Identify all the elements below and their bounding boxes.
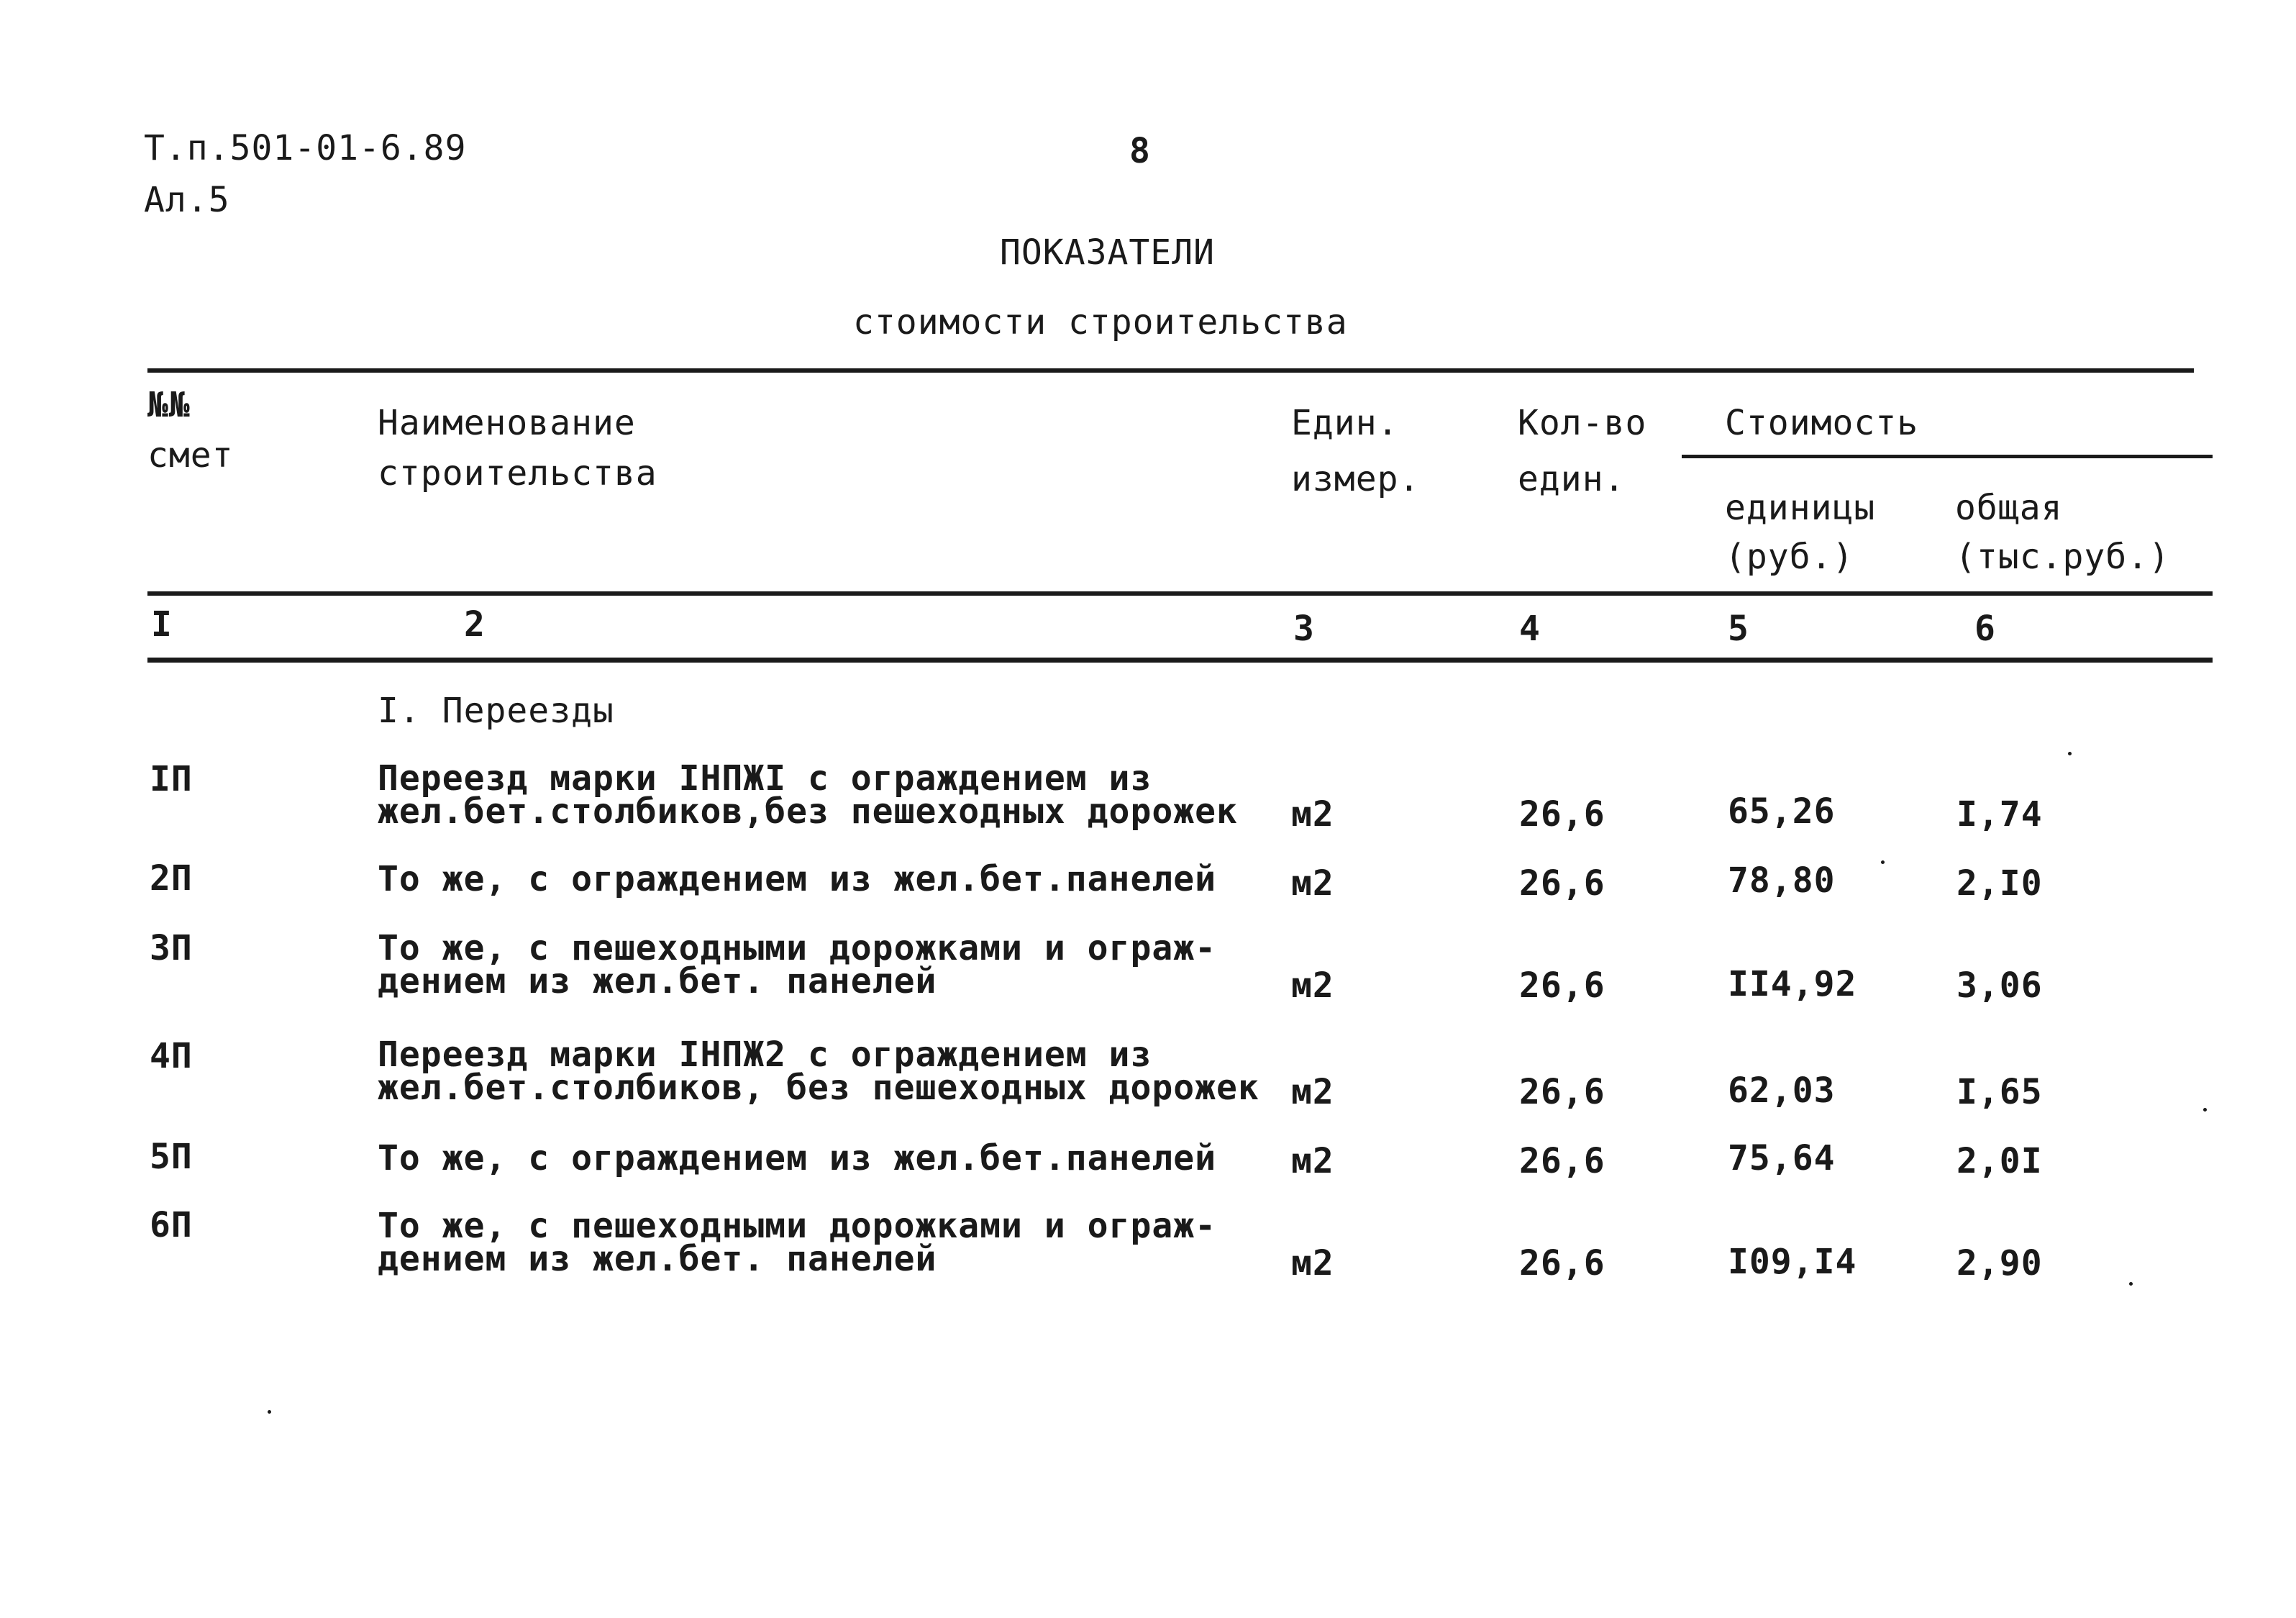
page-subtitle: стоимости строительства — [853, 302, 1348, 342]
column-number-4: 4 — [1519, 609, 1541, 649]
table-top-rule — [147, 368, 2194, 373]
row-number: 4П — [150, 1036, 193, 1076]
row-number: 5П — [150, 1137, 193, 1177]
scan-speck — [2203, 1108, 2207, 1112]
row-quantity: 26,6 — [1519, 1072, 1605, 1112]
row-name-line1: Переезд марки IНПЖ2 с ограждением из — [378, 1035, 1152, 1075]
column-number-3: 3 — [1293, 609, 1315, 649]
row-quantity: 26,6 — [1519, 863, 1605, 904]
row-number: IП — [150, 759, 193, 799]
row-unit: м2 — [1291, 863, 1334, 904]
row-unit: м2 — [1291, 794, 1334, 835]
row-number: 2П — [150, 858, 193, 899]
header-col1-line2: смет — [147, 435, 234, 476]
header-col5-line2: (руб.) — [1725, 537, 1854, 577]
row-name-line1: То же, с ограждением из жел.бет.панелей — [378, 1138, 1217, 1178]
row-total-cost: 2,I0 — [1956, 863, 2043, 904]
row-name-line1: То же, с пешеходными дорожками и ограж- — [378, 1206, 1217, 1246]
row-unit: м2 — [1291, 1243, 1334, 1283]
row-quantity: 26,6 — [1519, 965, 1605, 1006]
row-quantity: 26,6 — [1519, 794, 1605, 835]
column-number-6: 6 — [1974, 609, 1996, 649]
row-unit-cost: I09,I4 — [1728, 1242, 1857, 1282]
header-col1-line1: №№ — [147, 385, 191, 425]
header-col2-line1: Наименование — [378, 403, 636, 443]
row-number: 3П — [150, 928, 193, 968]
row-unit: м2 — [1291, 1141, 1334, 1181]
row-unit-cost: 62,03 — [1728, 1071, 1836, 1111]
row-name-line1: То же, с пешеходными дорожками и ограж- — [378, 928, 1217, 968]
row-total-cost: 3,06 — [1956, 965, 2043, 1006]
header-col3-line1: Един. — [1291, 403, 1399, 443]
header-col5-line1: единицы — [1725, 488, 1876, 528]
header-col6-line1: общая — [1955, 488, 2063, 528]
row-quantity: 26,6 — [1519, 1141, 1605, 1181]
page-number: 8 — [1129, 131, 1151, 171]
scan-speck — [2068, 752, 2072, 755]
column-numbers-rule — [147, 658, 2213, 663]
column-number-2: 2 — [464, 604, 486, 645]
row-total-cost: I,74 — [1956, 794, 2043, 835]
row-name-line2: дением из жел.бет. панелей — [378, 1239, 937, 1279]
header-col4-line1: Кол-во — [1518, 403, 1647, 443]
page-title: ПОКАЗАТЕЛИ — [1000, 232, 1215, 273]
row-quantity: 26,6 — [1519, 1243, 1605, 1283]
header-col6-line2: (тыс.руб.) — [1955, 537, 2170, 577]
document-code: Т.п.501-01-6.89 — [144, 128, 467, 168]
row-name-line1: То же, с ограждением из жел.бет.панелей — [378, 859, 1217, 899]
row-unit: м2 — [1291, 965, 1334, 1006]
header-bottom-rule — [147, 591, 2213, 596]
row-name-line2: жел.бет.столбиков, без пешеходных дорожек — [378, 1068, 1259, 1108]
header-col2-line2: строительства — [378, 453, 657, 494]
row-unit-cost: 75,64 — [1728, 1138, 1836, 1178]
row-number: 6П — [150, 1205, 193, 1245]
section-title: I. Переезды — [378, 691, 614, 731]
row-unit-cost: 65,26 — [1728, 791, 1836, 832]
scan-speck — [1881, 860, 1885, 864]
column-number-5: 5 — [1728, 609, 1749, 649]
row-total-cost: 2,0I — [1956, 1141, 2043, 1181]
header-cost-group: Стоимость — [1725, 403, 1919, 443]
row-name-line2: жел.бет.столбиков,без пешеходных дорожек — [378, 791, 1238, 832]
header-col4-line2: един. — [1518, 459, 1626, 499]
row-name-line1: Переезд марки IНПЖI с ограждением из — [378, 758, 1152, 799]
row-unit-cost: 78,80 — [1728, 860, 1836, 901]
scan-speck — [2129, 1282, 2133, 1286]
row-total-cost: I,65 — [1956, 1072, 2043, 1112]
album-number: Ал.5 — [144, 180, 230, 220]
row-unit-cost: II4,92 — [1728, 964, 1857, 1004]
row-unit: м2 — [1291, 1072, 1334, 1112]
row-name-line2: дением из жел.бет. панелей — [378, 961, 937, 1001]
cost-group-rule — [1682, 455, 2213, 458]
column-number-1: I — [151, 604, 173, 645]
row-total-cost: 2,90 — [1956, 1243, 2043, 1283]
scan-speck — [268, 1410, 271, 1414]
header-col3-line2: измер. — [1291, 459, 1421, 499]
